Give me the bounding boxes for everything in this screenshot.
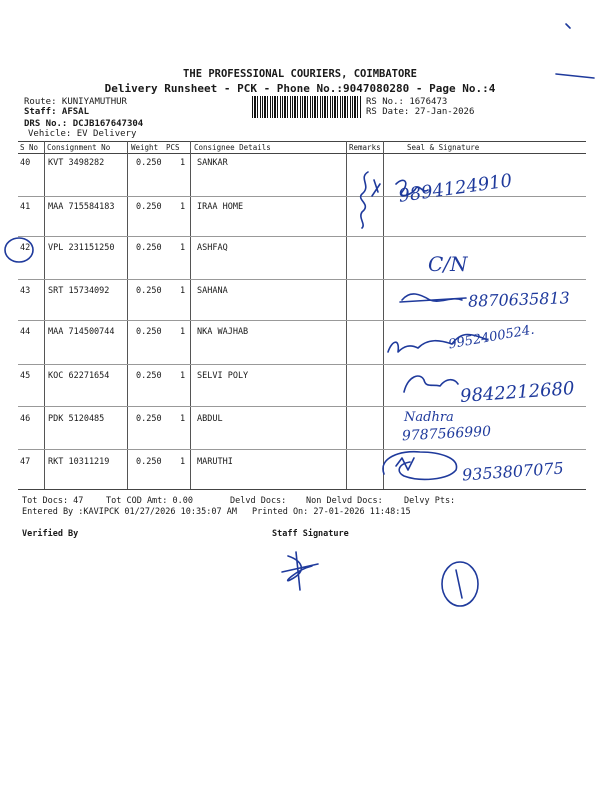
hand-phone-row47: 9353807075 xyxy=(461,458,565,485)
total-cod-amount: Tot COD Amt: 0.00 xyxy=(106,496,193,506)
col-header-remarks: Remarks xyxy=(349,143,381,152)
runsheet-subtitle: Delivery Runsheet - PCK - Phone No.:9047080280 - Page No.:4 xyxy=(104,82,496,95)
row-consignee: IRAA HOME xyxy=(197,202,244,212)
row-pcs: 1 xyxy=(180,286,186,296)
row-sno: 45 xyxy=(20,371,31,381)
row-consignee: ASHFAQ xyxy=(197,243,228,253)
col-header-pcs: PCS xyxy=(166,143,180,152)
hand-phone-row44: 9952400524. xyxy=(447,322,536,353)
row-consignment: MAA 715584183 xyxy=(48,202,115,212)
hand-name-row46: Nadhra xyxy=(404,410,454,425)
delivered-docs: Delvd Docs: xyxy=(230,496,287,506)
drs-number: DRS No.: DCJB167647304 xyxy=(24,119,144,129)
row-pcs: 1 xyxy=(180,202,186,212)
row-pcs: 1 xyxy=(180,371,186,381)
hand-margin-tick xyxy=(566,24,570,28)
row-consignment: RKT 10311219 xyxy=(48,457,110,467)
hand-phone-row45: 9842212680 xyxy=(459,378,576,407)
row-weight: 0.250 xyxy=(136,286,162,296)
hand-staff-signature xyxy=(282,552,318,590)
row-pcs: 1 xyxy=(180,457,186,467)
row-consignee: MARUTHI xyxy=(197,457,233,467)
row-weight: 0.250 xyxy=(136,327,162,337)
hand-phone-row41: 9894124910 xyxy=(397,170,514,207)
col-header-seal-signature: Seal & Signature xyxy=(407,143,480,152)
row-consignment: PDK 5120485 xyxy=(48,414,105,424)
printed-on: Printed On: 27-01-2026 11:48:15 xyxy=(252,507,411,517)
total-docs: Tot Docs: 47 xyxy=(22,496,84,506)
hand-o-mark xyxy=(442,562,478,606)
col-header-consignee: Consignee Details xyxy=(194,143,271,152)
row-consignment: VPL 231151250 xyxy=(48,243,115,253)
row-consignment: KOC 62271654 xyxy=(48,371,110,381)
company-title: THE PROFESSIONAL COURIERS, COIMBATORE xyxy=(183,68,417,80)
row-consignment: MAA 714500744 xyxy=(48,327,115,337)
row-weight: 0.250 xyxy=(136,371,162,381)
hand-signature-maruthi xyxy=(383,452,457,480)
row-consignee: NKA WAJHAB xyxy=(197,327,249,337)
vehicle-label: Vehicle: EV Delivery xyxy=(28,129,137,139)
row-pcs: 1 xyxy=(180,243,186,253)
row-consignee: ABDUL xyxy=(197,414,223,424)
hand-signature-selvi xyxy=(404,376,458,392)
staff-label: Staff: AFSAL xyxy=(24,107,90,117)
row-sno: 41 xyxy=(20,202,31,212)
col-header-consignment: Consignment No xyxy=(47,143,111,152)
row-pcs: 1 xyxy=(180,327,186,337)
hand-margin-dash xyxy=(556,74,594,78)
entered-by: Entered By :KAVIPCK 01/27/2026 10:35:07 AM xyxy=(22,507,237,517)
row-consignee: SAHANA xyxy=(197,286,228,296)
row-weight: 0.250 xyxy=(136,158,162,168)
row-sno: 43 xyxy=(20,286,31,296)
row-weight: 0.250 xyxy=(136,243,162,253)
row-sno: 42 xyxy=(20,243,31,253)
row-pcs: 1 xyxy=(180,158,186,168)
row-sno: 40 xyxy=(20,158,31,168)
row-weight: 0.250 xyxy=(136,202,162,212)
route-label: Route: KUNIYAMUTHUR xyxy=(24,97,127,107)
row-pcs: 1 xyxy=(180,414,186,424)
non-delivered-docs: Non Delvd Docs: xyxy=(306,496,383,506)
col-header-weight: Weight xyxy=(131,143,159,152)
hand-circle-mark xyxy=(5,238,33,262)
hand-cn-row42: C/N xyxy=(428,252,468,276)
col-header-sno: S No xyxy=(20,143,39,152)
row-consignee: SANKAR xyxy=(197,158,228,168)
hand-o-mark-stroke xyxy=(456,570,462,598)
hand-phone-row43: 8870635813 xyxy=(467,288,571,311)
rs-date: RS Date: 27-Jan-2026 xyxy=(366,107,475,117)
row-sno: 46 xyxy=(20,414,31,424)
row-weight: 0.250 xyxy=(136,414,162,424)
row-consignment: KVT 3498282 xyxy=(48,158,105,168)
hand-remark-squiggle xyxy=(361,172,368,228)
verified-by-label: Verified By xyxy=(22,529,79,539)
row-consignment: SRT 15734092 xyxy=(48,286,110,296)
row-sno: 44 xyxy=(20,327,31,337)
row-weight: 0.250 xyxy=(136,457,162,467)
rs-number: RS No.: 1676473 xyxy=(366,97,448,107)
hand-phone-row46: 9787566990 xyxy=(401,423,492,445)
row-sno: 47 xyxy=(20,457,31,467)
delivery-points: Delvy Pts: xyxy=(404,496,456,506)
hand-remark-tick xyxy=(372,180,380,196)
staff-signature-label: Staff Signature xyxy=(272,529,349,539)
row-consignee: SELVI POLY xyxy=(197,371,249,381)
